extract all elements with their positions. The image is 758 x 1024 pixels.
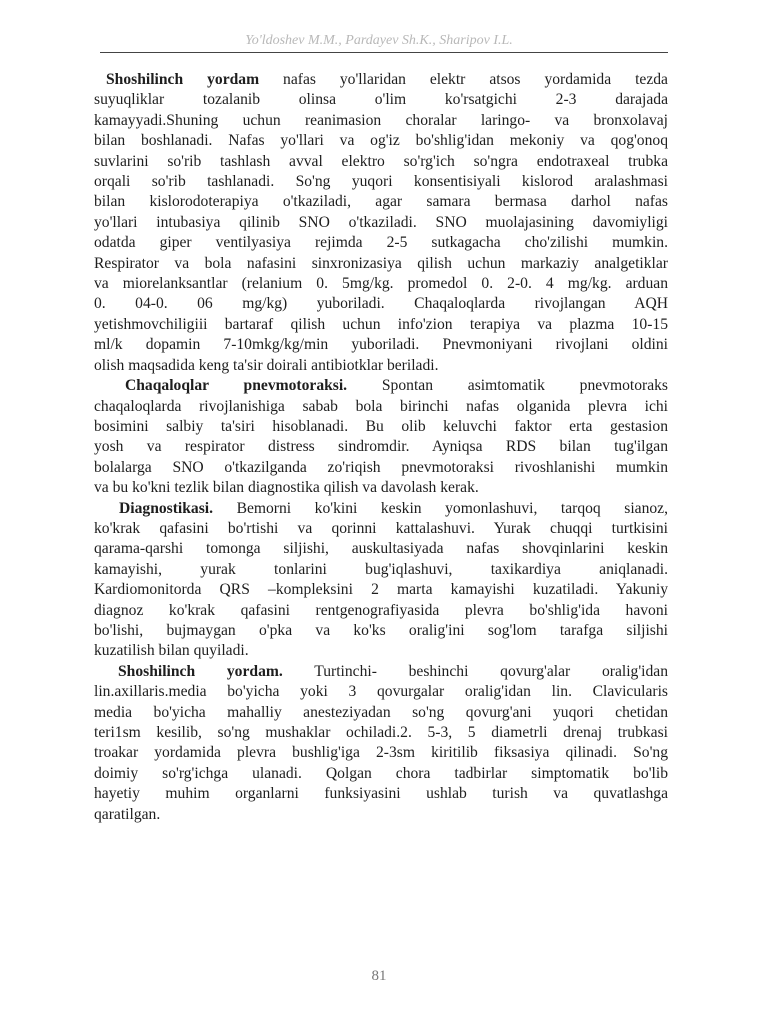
paragraph [94,662,668,825]
text-line [94,662,668,682]
section-heading: Shoshilinch yordam. [118,662,283,680]
section-heading: Chaqaloqlar pnevmotoraksi. [125,377,348,395]
line-text: Kardiomonitorda QRS –kompleksini 2 marta kamayishi kuzatiladi. Yakuniy [94,581,668,599]
line-text: troakar yordamida plevra bushlig'iga 2-3sm kiritilib fiksasiya qilinadi. So'ng [94,744,668,762]
line-text: doimiy so'rg'ichga ulanadi. Qolgan chora tadbirlar simptomatik bo'lib [94,764,668,782]
text-line [94,784,668,804]
text-line [94,601,668,621]
line-text: yosh va respirator distress sindromdir. Ayniqsa RDS bilan tug'ilgan [94,438,668,456]
text-line [94,458,668,478]
text-line [94,315,668,335]
line-text: suyuqliklar tozalanib olinsa o'lim ko'rsatgichi 2-3 darajada [94,91,668,109]
section-heading: Diagnostikasi. [119,499,214,517]
text-line [94,682,668,702]
page-body [94,70,668,825]
line-text: bolalarga SNO o'tkazilganda zo'riqish pnevmotoraksi rivoshlanishi mumkin [94,458,668,476]
line-text: kamayyadi.Shuning uchun reanimasion choralar laringo- va bronxolavaj [94,111,668,129]
line-text: kamayishi, yurak tonlarini bug'iqlashuvi, taxikardiya aniqlanadi. [94,560,668,578]
header-rule [100,52,668,53]
text-line [94,152,668,172]
line-text: bilan kislorodoterapiya o'tkaziladi, agar samara bermasa darhol nafas [94,193,668,211]
line-text: bosimini salbiy ta'siri hisoblanadi. Bu olib keluvchi faktor erta gestasion [94,417,668,435]
line-text: teri1sm kesilib, so'ng mushaklar ochiladi.2. 5-3, 5 diametrli drenaj trubkasi [94,724,668,741]
text-line [94,111,668,131]
text-line [94,70,668,90]
text-line [94,478,668,498]
section-heading: Shoshilinch yordam [106,71,260,88]
line-text: media bo'yicha mahalliy anesteziyadan so'ng qovurg'ani yuqori chetidan [94,703,668,721]
text-line [94,641,668,661]
line-text: ml/k dopamin 7-10mkg/kg/min yuboriladi. Pnevmoniyani rivojlani oldini [94,336,668,354]
line-text: Respirator va bola nafasini sinxronizasiya qilish uchun markaziy analgetiklar [94,254,668,272]
text-line [94,519,668,539]
line-text: 0. 04-0. 06 mg/kg) yuboriladi. Chaqaloqlarda rivojlangan AQH [94,295,668,313]
text-line [94,580,668,600]
line-text: bilan boshlanadi. Nafas yo'llari va og'iz bo'shlig'idan mekoniy va qog'onoq [94,132,668,150]
text-line [94,397,668,417]
paragraph [94,376,668,498]
text-line [94,274,668,294]
text-line [94,213,668,233]
line-text: hayetiy muhim organlarni funksiyasini ushlab turish va quvatlashga [94,785,668,803]
text-line [94,621,668,641]
paragraph [94,499,668,662]
line-text: olish maqsadida keng ta'sir doirali antibiotklar beriladi. [94,356,439,374]
line-text: qarama-qarshi tomonga siljishi, auskultasiyada nafas shovqinlarini keskin [94,540,668,558]
running-header: Yo'ldoshev M.M., Pardayev Sh.K., Sharipov I.L. [245,33,513,48]
text-line [94,417,668,437]
line-text: suvlarini so'rib tashlash avval elektro so'rg'ich so'ngra endotraxeal trubka [94,152,668,170]
line-text: qaratilgan. [94,805,161,823]
text-line [94,131,668,151]
text-line [94,335,668,355]
text-line [94,560,668,580]
text-line [94,376,668,396]
text-line [94,254,668,274]
line-text: diagnoz ko'krak qafasini rentgenografiyasida plevra bo'shlig'ida havoni [94,601,668,619]
line-text: Turtinchi- beshinchi qovurg'alar oralig'idan [282,662,668,680]
line-text: yo'llari intubasiya qilinib SNO o'tkaziladi. SNO muolajasining davomiyligi [94,213,668,231]
text-line [94,499,668,519]
text-line [94,172,668,192]
text-line [94,356,668,376]
line-text: va bu ko'kni tezlik bilan diagnostika qilish va davolash kerak. [94,479,479,497]
page-number: 81 [371,968,387,984]
line-text: lin.axillaris.media bo'yicha yoki 3 qovurgalar oralig'idan lin. Clavicularis [94,683,668,701]
text-line [94,743,668,763]
text-line [94,805,668,825]
line-text: bo'lishi, bujmaygan o'pka va ko'ks oralig'ini sog'lom tarafga siljishi [94,621,668,639]
text-line [94,192,668,212]
line-text: orqali so'rib tashlanadi. So'ng yuqori konsentisiyali kislorod aralashmasi [94,173,668,191]
text-line [94,723,668,743]
line-text: chaqaloqlarda rivojlanishiga sabab bola birinchi nafas olganida plevra ichi [94,397,668,415]
text-line [94,539,668,559]
line-text: nafas yo'llaridan elektr atsos yordamida tezda [259,71,668,88]
line-text: ko'krak qafasini bo'rtishi va qorinni kattalashuvi. Yurak chuqqi turtkisini [94,519,668,537]
line-text: kuzatilish bilan quyiladi. [94,642,249,660]
text-line [94,703,668,723]
line-text: yetishmovchiligiii bartaraf qilish uchun info'zion terapiya va plazma 10-15 [94,315,668,333]
line-text: Spontan asimtomatik pnevmotoraks [347,377,669,395]
text-line [94,764,668,784]
line-text: Bemorni ko'kini keskin yomonlashuvi, tarqoq sianoz, [213,499,668,517]
text-line [94,437,668,457]
text-line [94,90,668,110]
text-line [94,294,668,314]
text-line [94,233,668,253]
line-text: odatda giper ventilyasiya rejimda 2-5 sutkagacha cho'zilishi mumkin. [94,234,668,252]
paragraph [94,70,668,376]
line-text: va miorelanksantlar (relanium 0. 5mg/kg. promedol 0. 2-0. 4 mg/kg. arduan [94,275,668,293]
